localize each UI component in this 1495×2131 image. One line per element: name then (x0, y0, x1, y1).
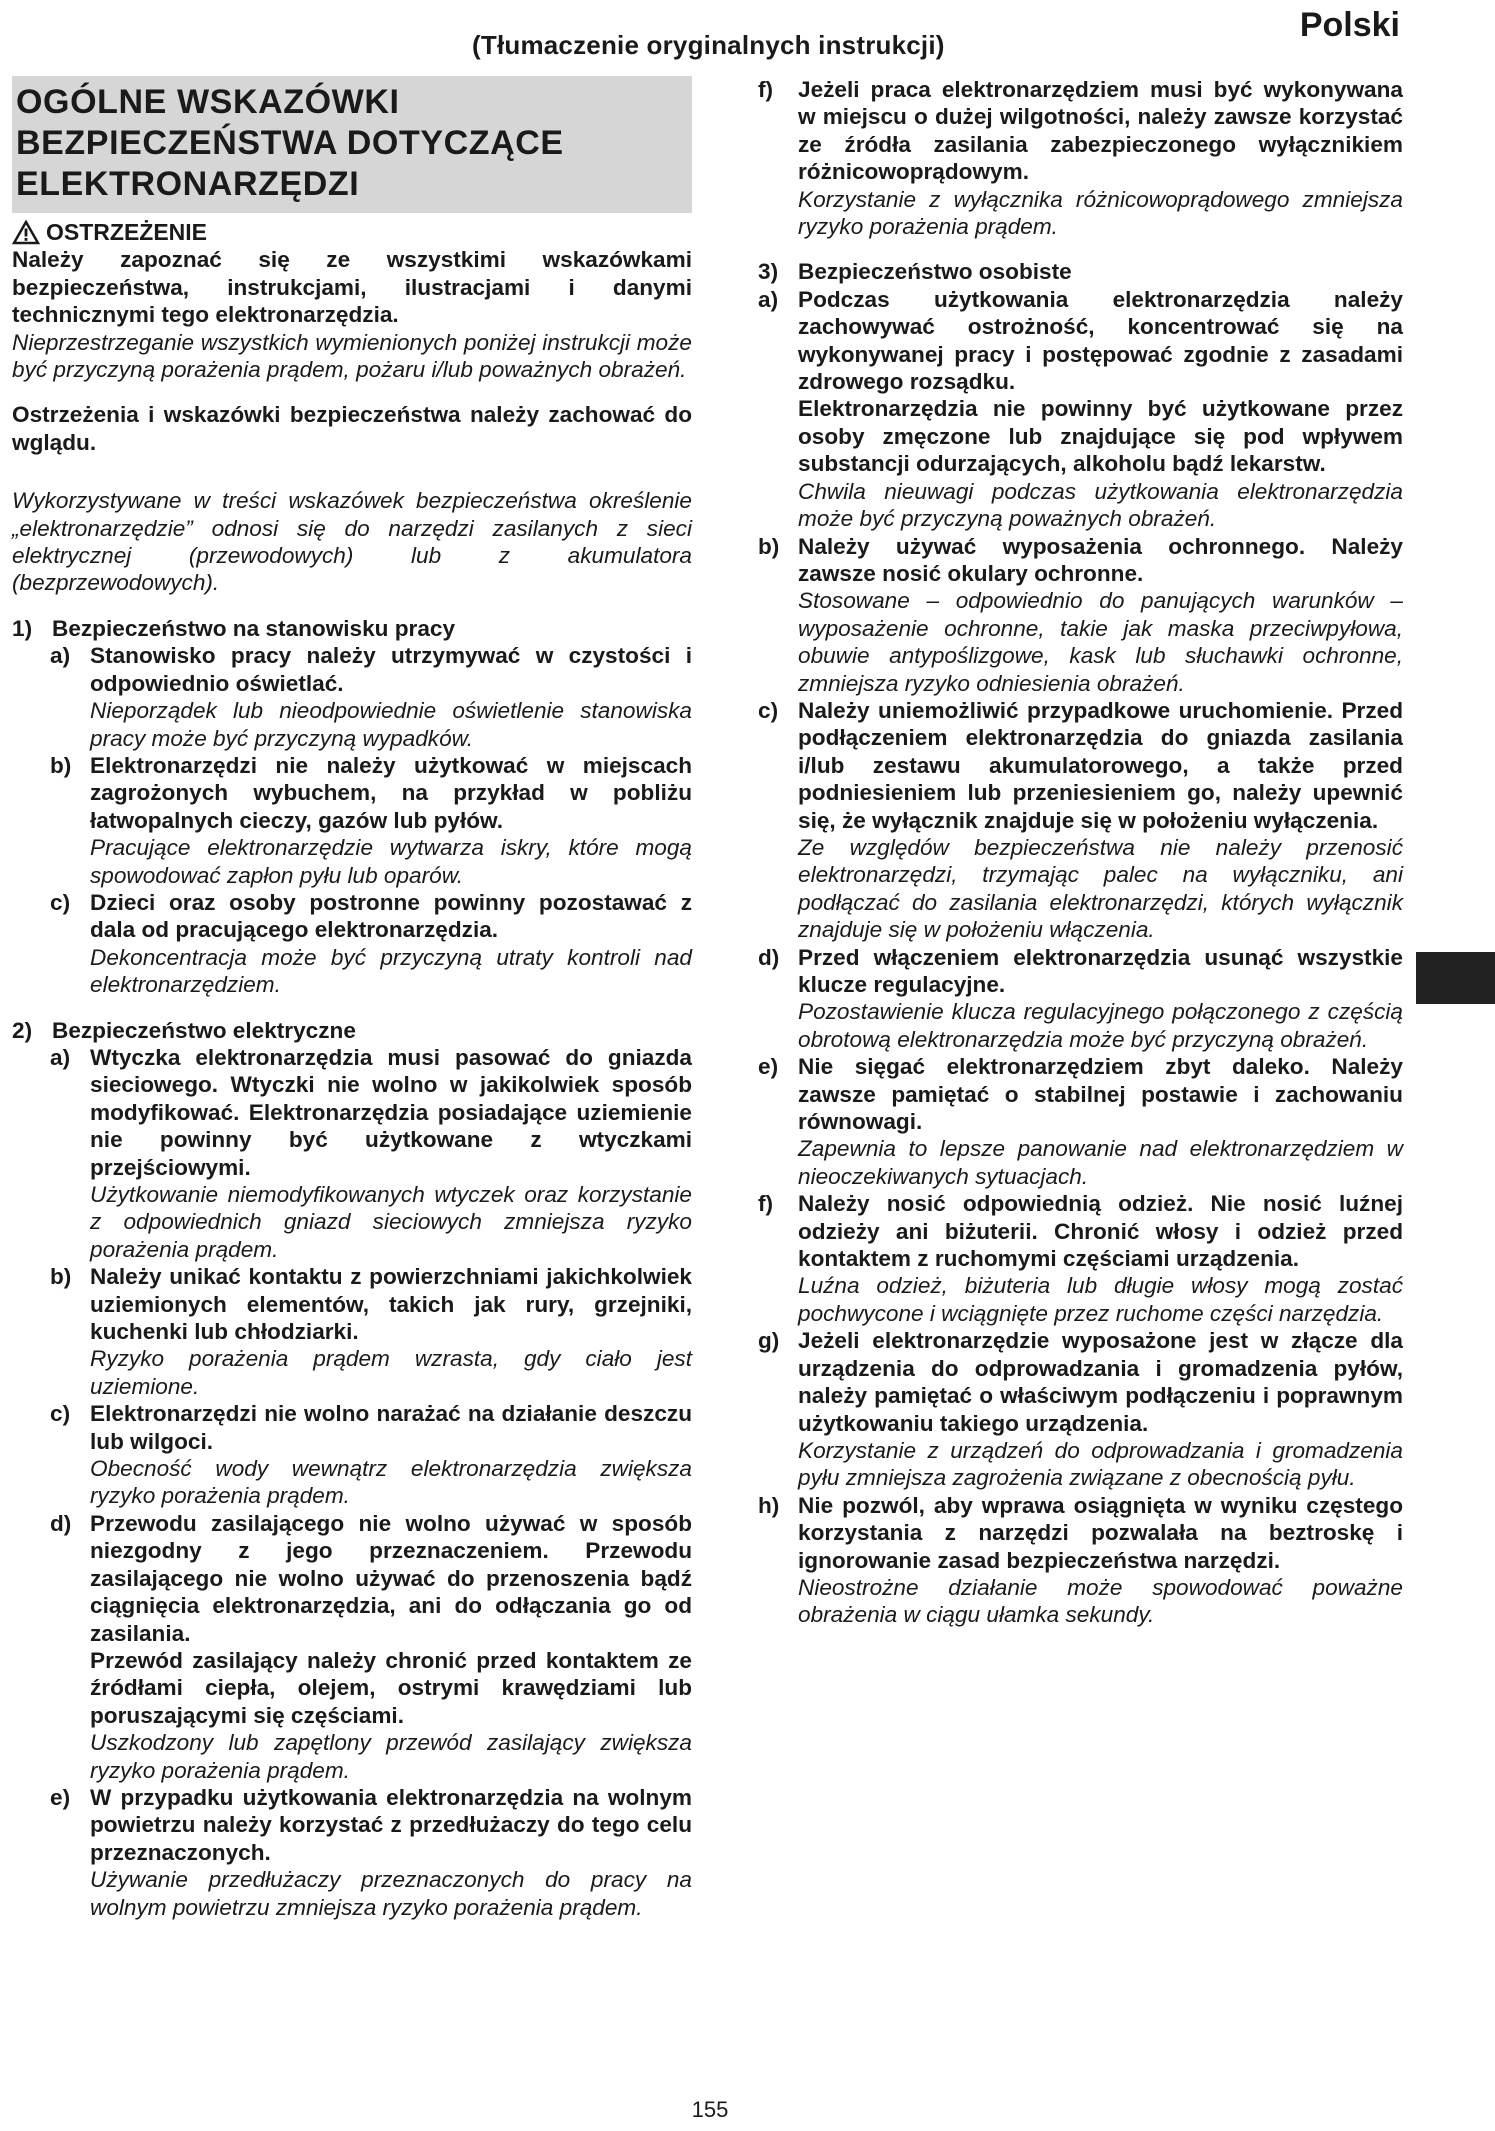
item-instruction: Nie sięgać elektronarzędziem zbyt daleko. Należy zawsze pamiętać o stabilnej postawie i zachowaniu równowagi. (798, 1054, 1403, 1135)
item-explanation: Używanie przedłużaczy przeznaczonych do pracy na wolnym powietrzu zmniejsza ryzyko porażenia prądem. (90, 1867, 692, 1920)
item-explanation: Zapewnia to lepsze panowanie nad elektronarzędziem w nieoczekiwanych sytuacjach. (798, 1136, 1403, 1189)
right-column (758, 76, 1403, 1629)
section-3-heading (758, 258, 1403, 285)
item-explanation: Nieostrożne działanie może spowodować poważne obrażenia w ciągu ułamka sekundy. (798, 1574, 1403, 1628)
item-instruction-continued: Elektronarzędzia nie powinny być użytkowane przez osoby zmęczone lub znajdujące się pod wpływem substancji odurzających, alkoholu bądź lekarstw. (798, 396, 1403, 477)
item-label: h) (758, 1492, 780, 1518)
section-number: 3) (758, 259, 779, 285)
section-number: 1) (12, 615, 33, 641)
item-label: d) (758, 944, 780, 970)
section-title-text: Bezpieczeństwo osobiste (798, 259, 1072, 285)
item-explanation: Użytkowanie niemodyfikowanych wtyczek oraz korzystanie z odpowiednich gniazd sieciowych zmniejsza ryzyko porażenia prądem. (90, 1182, 692, 1262)
item-instruction: Jeżeli elektronarzędzie wyposażone jest w złącze dla urządzenia do odprowadzania i gromadzenia pyłów, należy pamiętać o właściwym podłączeniu i poprawnym użytkowaniu takiego urządzenia. (798, 1328, 1403, 1436)
item-instruction: Należy uniemożliwić przypadkowe uruchomienie. Przed podłączeniem elektronarzędzia do gniazda zasilania i/lub zestawu akumulatorowego, a także przed podniesieniem lub przeniesieniem go, należy upewnić się, że wyłącznik znajduje się w położeniu wyłączenia. (798, 697, 1403, 833)
item-instruction: Przewodu zasilającego nie wolno używać w sposób niezgodny z jego przeznaczeniem. Przewodu zasilającego nie wolno używać do przenoszenia bądź ciągnięcia elektronarzędzia, ani do odłączania go od zasilania. (90, 1510, 692, 1646)
item-explanation: Dekoncentracja może być przyczyną utraty kontroli nad elektronarzędziem. (90, 944, 692, 998)
definition-note: Wykorzystywane w treści wskazówek bezpieczeństwa określenie „elektronarzędzie” odnosi się do narzędzi zasilanych z sieci elektrycznej (przewodowych) lub z akumulatora (bezprzewodowych). (12, 488, 692, 596)
section-2-heading (12, 1017, 692, 1044)
item-explanation: Ryzyko porażenia prądem wzrasta, gdy ciało jest uziemione. (90, 1346, 692, 1399)
item-explanation: Pracujące elektronarzędzie wytwarza iskry, które mogą spowodować zapłon pyłu lub oparów. (90, 835, 692, 888)
item-instruction: Wtyczka elektronarzędzia musi pasować do gniazda sieciowego. Wtyczki nie wolno w jakikolwiek sposób modyfikować. Elektronarzędzia posiadające uziemienie nie powinny być użytkowane z wtyczkami przejściowymi. (90, 1044, 692, 1180)
item-instruction: Przed włączeniem elektronarzędzia usunąć wszystkie klucze regulacyjne. (798, 944, 1403, 997)
language-label: Polski (1299, 6, 1400, 44)
item-label: e) (758, 1054, 779, 1080)
item-label: d) (50, 1510, 72, 1536)
item-label: a) (50, 643, 71, 669)
title-line: ELEKTRONARZĘDZI (16, 165, 360, 203)
section-title-text: Bezpieczeństwo na stanowisku pracy (52, 615, 456, 641)
list-item (758, 1492, 1403, 1629)
warning-heading (12, 219, 692, 246)
warning-triangle-icon (12, 220, 40, 245)
item-explanation: Pozostawienie klucza regulacyjnego połączonego z częścią obrotową elektronarzędzia może być przyczyną obrażeń. (798, 999, 1403, 1052)
item-label: c) (50, 889, 71, 915)
list-item (758, 1190, 1403, 1327)
list-item (758, 76, 1403, 240)
list-item (758, 944, 1403, 1054)
item-label: a) (50, 1044, 71, 1070)
item-label: b) (758, 533, 780, 559)
item-explanation: Uszkodzony lub zapętlony przewód zasilający zwiększa ryzyko porażenia prądem. (90, 1730, 692, 1783)
item-label: f) (758, 77, 774, 102)
list-item (758, 533, 1403, 697)
section-number: 2) (12, 1017, 33, 1043)
item-label: b) (50, 1264, 72, 1290)
item-instruction-continued: Przewód zasilający należy chronić przed kontaktem ze źródłami ciepła, olejem, ostrymi krawędziami lub poruszającymi się częściami. (90, 1647, 692, 1728)
item-instruction: Elektronarzędzi nie wolno narażać na działanie deszczu lub wilgoci. (90, 1401, 692, 1454)
keep-instructions-note: Ostrzeżenia i wskazówki bezpieczeństwa należy zachować do wglądu. (12, 402, 692, 455)
item-label: a) (758, 286, 779, 312)
list-item (758, 286, 1403, 533)
page-subtitle: (Tłumaczenie oryginalnych instrukcji) (472, 30, 945, 60)
list-item (758, 1053, 1403, 1190)
warning-label: OSTRZEŻENIE (46, 219, 208, 245)
chapter-tab-marker (1416, 952, 1495, 1004)
item-explanation: Nieporządek lub nieodpowiednie oświetlenie stanowiska pracy może być przyczyną wypadków. (90, 698, 692, 751)
item-explanation: Korzystanie z urządzeń do odprowadzania i gromadzenia pyłu zmniejsza zagrożenia związane z obecnością pyłu. (798, 1437, 1403, 1491)
item-label: b) (50, 752, 72, 778)
item-label: f) (758, 1191, 774, 1217)
title-line: BEZPIECZEŃSTWA DOTYCZĄCE (16, 124, 564, 162)
item-instruction: Dzieci oraz osoby postronne powinny pozostawać z dala od pracującego elektronarzędzia. (90, 889, 692, 943)
item-label: g) (758, 1328, 780, 1354)
item-label: e) (50, 1784, 71, 1810)
item-instruction: Należy nosić odpowiednią odzież. Nie nosić luźnej odzieży ani biżuterii. Chronić włosy i odzież przed kontaktem z ruchomymi częściami urządzenia. (798, 1191, 1403, 1272)
warning-text: Należy zapoznać się ze wszystkimi wskazówkami bezpieczeństwa, instrukcjami, ilustracjami i danymi technicznymi tego elektronarzędzia. (12, 247, 692, 328)
list-item (12, 1044, 692, 1263)
list-item (12, 752, 692, 889)
item-instruction: W przypadku użytkowania elektronarzędzia na wolnym powietrzu należy korzystać z przedłużaczy do tego celu przeznaczonych. (90, 1784, 692, 1865)
item-explanation: Ze względów bezpieczeństwa nie należy przenosić elektronarzędzi, trzymając palec na wyłączniku, ani podłączać do zasilania elektronarzędzi, których wyłącznik znajduje się w położeniu włączenia. (798, 834, 1403, 943)
list-item (12, 1510, 692, 1784)
item-explanation: Stosowane – odpowiednio do panujących warunków – wyposażenie ochronne, takie jak maska przeciwpyłowa, obuwie antypoślizgowe, kask lub słuchawki ochronne, zmniejsza ryzyko odniesienia obrażeń. (798, 588, 1403, 696)
page-number: 155 (691, 2097, 729, 2122)
list-item (12, 1784, 692, 1921)
warning-consequence: Nieprzestrzeganie wszystkich wymienionych poniżej instrukcji może być przyczyną porażenia prądem, pożaru i/lub poważnych obrażeń. (12, 329, 692, 383)
list-item (758, 697, 1403, 944)
item-explanation: Chwila nieuwagi podczas użytkowania elektronarzędzia może być przyczyną poważnych obrażeń. (798, 478, 1403, 532)
item-instruction: Należy używać wyposażenia ochronnego. Należy zawsze nosić okulary ochronne. (798, 533, 1403, 586)
item-instruction: Podczas użytkowania elektronarzędzia należy zachowywać ostrożność, koncentrować się na wykonywanej pracy i postępować zgodnie z zasadami zdrowego rozsądku. (798, 286, 1403, 395)
item-explanation: Obecność wody wewnątrz elektronarzędzia zwiększa ryzyko porażenia prądem. (90, 1456, 692, 1509)
section-title (12, 76, 692, 213)
list-item (12, 1263, 692, 1400)
list-item (12, 889, 692, 999)
section-1-heading (12, 615, 692, 642)
item-explanation: Luźna odzież, biżuteria lub długie włosy mogą zostać pochwycone i wciągnięte przez ruchome części narzędzia. (798, 1273, 1403, 1326)
section-title-text: Bezpieczeństwo elektryczne (52, 1017, 356, 1043)
item-instruction: Elektronarzędzi nie należy użytkować w miejscach zagrożonych wybuchem, na przykład w pobliżu łatwopalnych cieczy, gazów lub pyłów. (90, 752, 692, 833)
item-instruction: Jeżeli praca elektronarzędziem musi być wykonywana w miejscu o dużej wilgotności, należy zawsze korzystać ze źródła zasilania zabezpieczonego wyłącznikiem różnicowoprądowym. (798, 77, 1403, 185)
list-item (12, 1400, 692, 1510)
item-instruction: Należy unikać kontaktu z powierzchniami jakichkolwiek uziemionych elementów, takich jak rury, grzejniki, kuchenki lub chłodziarki. (90, 1264, 692, 1345)
item-label: c) (50, 1401, 71, 1427)
left-column (12, 76, 692, 1921)
item-explanation: Korzystanie z wyłącznika różnicowoprądowego zmniejsza ryzyko porażenia prądem. (798, 186, 1403, 240)
list-item (758, 1327, 1403, 1491)
title-line: OGÓLNE WSKAZÓWKI (16, 83, 400, 121)
item-instruction: Stanowisko pracy należy utrzymywać w czystości i odpowiednio oświetlać. (90, 643, 692, 696)
item-label: c) (758, 697, 779, 723)
item-instruction: Nie pozwól, aby wprawa osiągnięta w wyniku częstego korzystania z narzędzi pozwalała na beztroskę i ignorowanie zasad bezpieczeństwa narzędzi. (798, 1492, 1403, 1573)
list-item (12, 642, 692, 752)
